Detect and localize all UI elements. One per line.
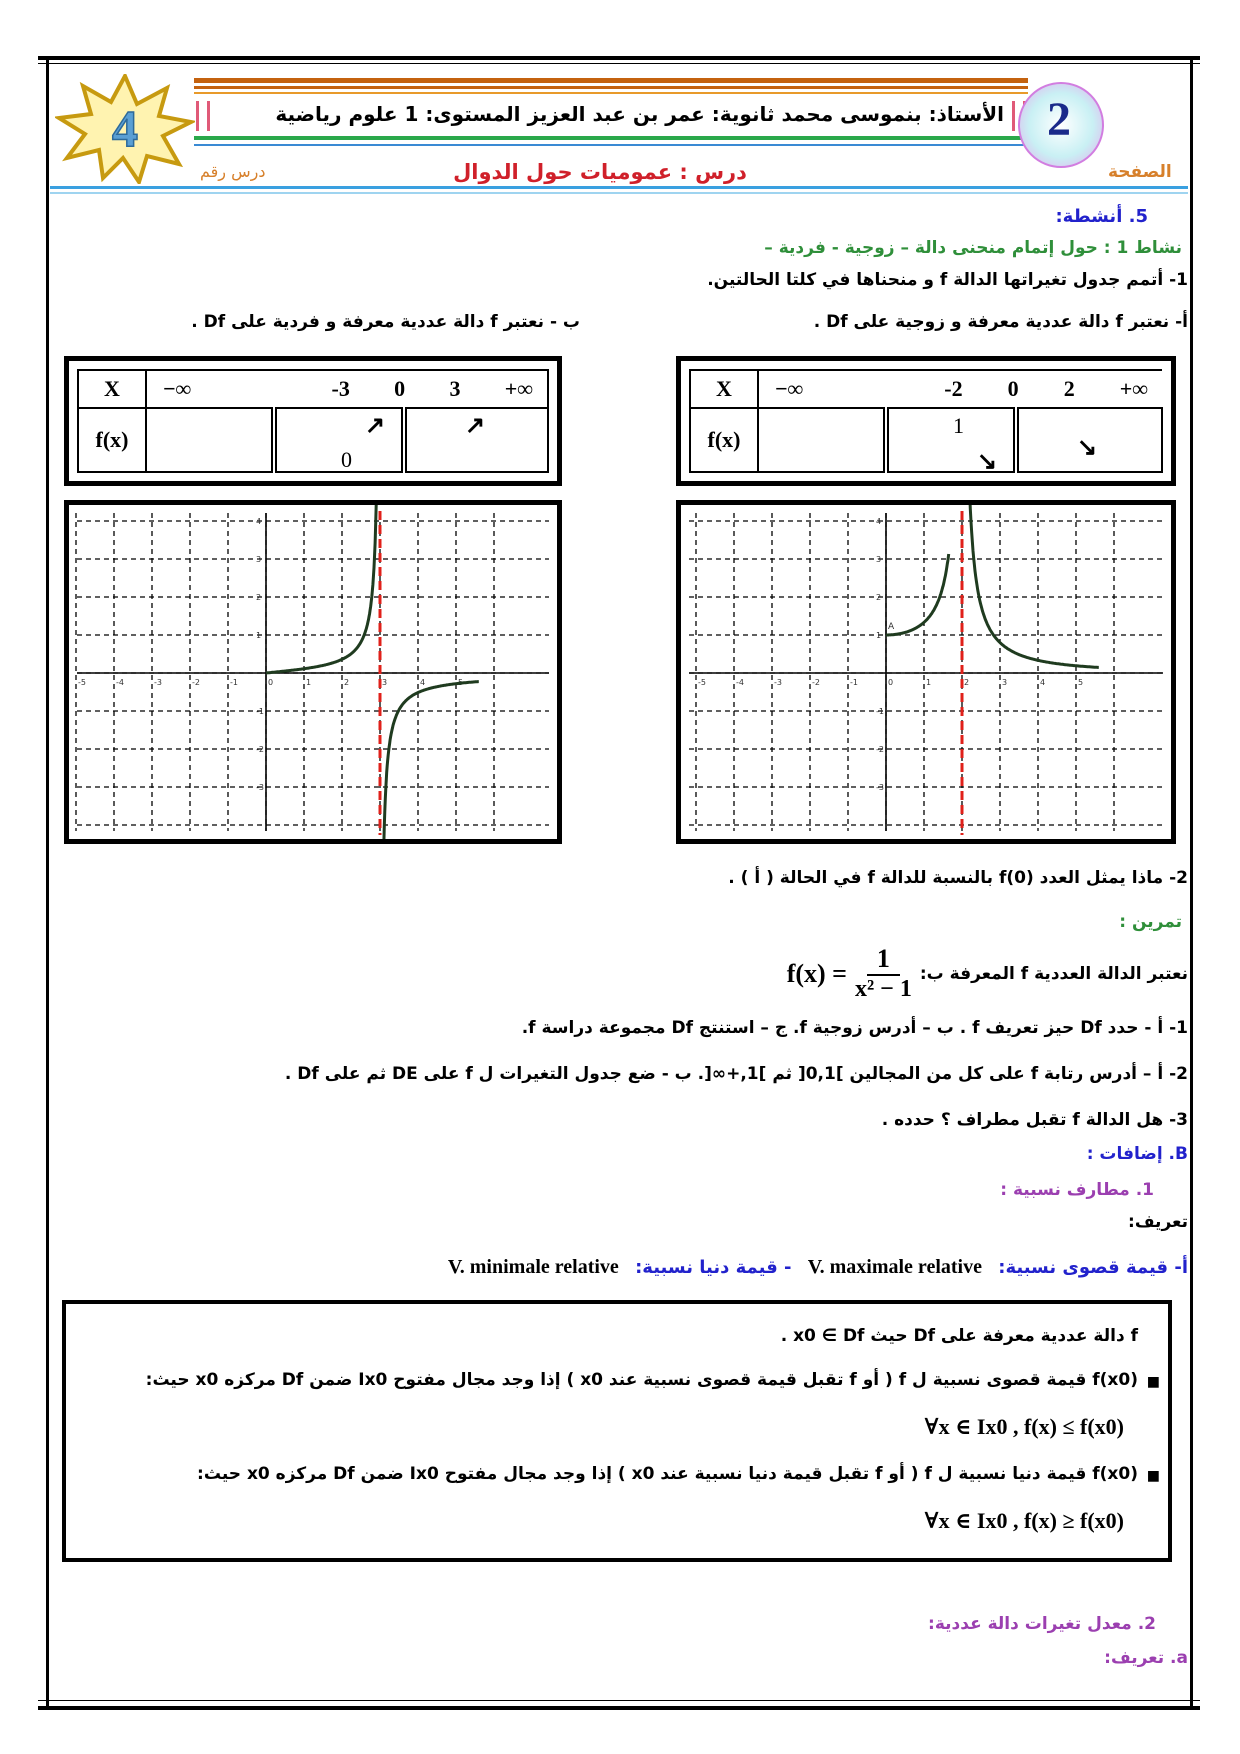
exercise-q2: 2- أ – أدرس رتابة f على كل من المجالين ]0,1[ ثم ]1,+∞[. ب - ضع جدول التغيرات ل f على DE ثم على Df . (284, 1064, 1188, 1084)
x-tick-label: -4 (736, 678, 744, 687)
x-tick-label: 0 (268, 678, 274, 687)
formula-lhs: f(x) = (786, 958, 847, 988)
page-number: 2 (1047, 93, 1071, 146)
exercise-intro (787, 944, 1188, 1003)
x-tick-label: 1 (926, 678, 932, 687)
frame-bottom-thick (38, 1706, 1200, 1710)
variation-table-b (64, 356, 562, 486)
table-b-fx-label: f(x) (78, 408, 146, 472)
table-a-value-0: 1 (953, 413, 964, 438)
function-curve (266, 505, 376, 673)
graph-a (681, 505, 1171, 839)
x-tick-label: 4 (1040, 678, 1046, 687)
question1: 1- أتمم جدول تغيراتها الدالة f و منحناها في كلتا الحالتين. (707, 270, 1188, 290)
table-b-value-0: 0 (341, 447, 352, 472)
page-label: الصفحة (1108, 162, 1172, 182)
header-pillar-left (196, 101, 210, 131)
x-tick-label: 3 (1002, 678, 1008, 687)
x-tick-label: 5 (458, 678, 464, 687)
def-line2: f(x0) قيمة قصوى نسبية ل f ( أو f تقبل قيمة قصوى نسبية عند x0 ) إذا وجد مجال مفتوح Ix0 ضمن Df مركزه x0 حيث: (145, 1370, 1138, 1390)
header-bottom-rule2 (50, 192, 1188, 194)
function-curve (886, 554, 949, 635)
def-line1: f دالة عددية معرفة على Df حيث x0 ∈ Df . (780, 1326, 1138, 1346)
def-formula2: ∀x ∈ Ix0 , f(x) ≤ f(x0) (924, 1414, 1124, 1439)
header-rule-blue (194, 144, 1028, 146)
def-bullet2: ■ (1146, 1468, 1160, 1484)
table-a-x4: +∞ (1119, 376, 1148, 401)
x-tick-label: -1 (850, 678, 858, 687)
exercise-q3: 3- هل الدالة f تقبل مطراف ؟ حدده . (881, 1110, 1188, 1130)
y-tick-label: -3 (256, 783, 264, 792)
table-a-x3: 2 (1063, 376, 1075, 401)
table-b-x1: -3 (331, 376, 350, 401)
x-tick-label: 2 (964, 678, 970, 687)
sectionB-sub1: 1. مطارف نسبية : (1000, 1180, 1154, 1200)
function-curve (970, 505, 1099, 667)
def-formula3: ∀x ∈ Ix0 , f(x) ≥ f(x0) (924, 1508, 1124, 1533)
y-tick-label: -1 (256, 707, 264, 716)
point-a-label: A (888, 622, 895, 632)
x-tick-label: -5 (78, 678, 86, 687)
formula-denominator: x² − 1 (854, 976, 912, 1002)
table-a-fx-label: f(x) (690, 408, 758, 472)
table-a-x0: −∞ (775, 376, 804, 401)
y-tick-label: -2 (256, 745, 264, 754)
table-b-x-label: X (78, 370, 146, 408)
frame-top-thick (38, 56, 1200, 60)
y-tick-label: 1 (876, 631, 882, 640)
table-b-x4: +∞ (504, 376, 533, 401)
graph-b (69, 505, 557, 839)
exercise-formula (787, 944, 912, 1003)
table-b-x2: 0 (394, 376, 406, 401)
table-b-x3: 3 (449, 376, 461, 401)
header-rule-brown2 (194, 86, 1028, 89)
graph-b-frame (64, 500, 562, 844)
table-a-x2: 0 (1007, 376, 1019, 401)
def-bullet1: ■ (1146, 1374, 1160, 1390)
frame-left (46, 60, 49, 1710)
x-tick-label: 2 (344, 678, 350, 687)
header-rule-orange (194, 92, 1028, 94)
case-b-text: ب - نعتبر f دالة عددية معرفة و فردية على Df . (191, 312, 580, 332)
x-tick-label: 0 (888, 678, 894, 687)
section5-title: 5. أنشطة: (1055, 206, 1148, 227)
x-tick-label: -3 (774, 678, 782, 687)
x-tick-label: -3 (154, 678, 162, 687)
lesson-number-star (55, 74, 195, 184)
table-b-arrow-2: ↗ (465, 413, 486, 439)
table-b-arrow-1: ↗ (365, 413, 386, 439)
y-tick-label: 4 (876, 517, 882, 526)
x-tick-label: 3 (382, 678, 388, 687)
activity1-title: نشاط 1 : حول إتمام منحنى دالة – زوجية - فردية – (764, 238, 1182, 258)
table-a-x1: -2 (944, 376, 963, 401)
x-tick-label: 4 (420, 678, 426, 687)
section2-title: 2. معدل تغيرات دالة عددية: (928, 1614, 1156, 1634)
x-tick-label: -2 (812, 678, 820, 687)
lesson-title: درس : عموميات حول الدوال (453, 160, 747, 184)
min-relative-fr: V. minimale relative (447, 1256, 619, 1278)
header-rule-brown1 (194, 78, 1028, 83)
header (50, 64, 1188, 204)
y-tick-label: 1 (256, 631, 262, 640)
y-tick-label: 4 (256, 517, 262, 526)
teacher-line: الأستاذ: بنموسى محمد ثانوية: عمر بن عبد العزيز المستوى: 1 علوم رياضية (275, 102, 1004, 126)
y-tick-label: -2 (876, 745, 884, 754)
y-tick-label: -1 (876, 707, 884, 716)
y-tick-label: 3 (876, 555, 882, 564)
lesson-number-label: درس رقم (200, 162, 266, 181)
y-tick-label: 2 (876, 593, 882, 602)
table-a-arrow-1: ↘ (977, 449, 998, 475)
section2-definition: a. تعريف: (1104, 1648, 1188, 1668)
y-tick-label: -3 (876, 783, 884, 792)
header-rule-green (194, 136, 1028, 140)
sectionB-title: B. إضافات : (1086, 1144, 1188, 1164)
y-tick-label: 2 (256, 593, 262, 602)
exercise-q1: 1- أ - حدد Df حيز تعريف f . ب – أدرس زوجية f. ج – استنتج Df مجموعة دراسة f. (521, 1018, 1188, 1038)
min-relative-ar: - قيمة دنيا نسبية: (635, 1257, 792, 1278)
variation-table-a (676, 356, 1176, 486)
frame-bottom-thin (38, 1700, 1200, 1701)
y-tick-label: 3 (256, 555, 262, 564)
table-b-x0: −∞ (163, 376, 192, 401)
x-tick-label: -2 (192, 678, 200, 687)
header-bottom-rule1 (50, 186, 1188, 189)
lesson-number: 4 (112, 101, 138, 158)
max-relative-fr: V. maximale relative (807, 1256, 982, 1278)
definition-box (62, 1300, 1172, 1562)
function-curve (384, 682, 479, 839)
x-tick-label: -1 (230, 678, 238, 687)
question2: 2- ماذا يمثل العدد f(0) بالنسبة للدالة f في الحالة ( أ ) . (728, 868, 1188, 888)
formula-numerator: 1 (867, 944, 900, 976)
x-tick-label: 1 (306, 678, 312, 687)
definition-label: تعريف: (1128, 1212, 1188, 1232)
x-tick-label: 5 (1078, 678, 1084, 687)
table-a-arrow-2: ↘ (1077, 435, 1098, 461)
case-a-text: أ- نعتبر f دالة عددية معرفة و زوجية على Df . (813, 312, 1188, 332)
def-line3: f(x0) قيمة دنيا نسبية ل f ( أو f تقبل قيمة دنيا نسبية عند x0 ) إذا وجد مجال مفتوح Ix0 ضمن Df مركزه x0 حيث: (197, 1464, 1138, 1484)
frame-right (1190, 60, 1193, 1710)
x-tick-label: -4 (116, 678, 124, 687)
x-tick-label: -5 (698, 678, 706, 687)
relative-extrema-line (448, 1256, 1188, 1279)
table-a-x-label: X (690, 370, 758, 408)
exercise-intro-text: نعتبر الدالة العددية f المعرفة ب: (919, 963, 1188, 984)
graph-a-frame (676, 500, 1176, 844)
max-relative-ar: أ- قيمة قصوى نسبية: (998, 1257, 1188, 1278)
exercise-title: تمرين : (1119, 912, 1182, 932)
